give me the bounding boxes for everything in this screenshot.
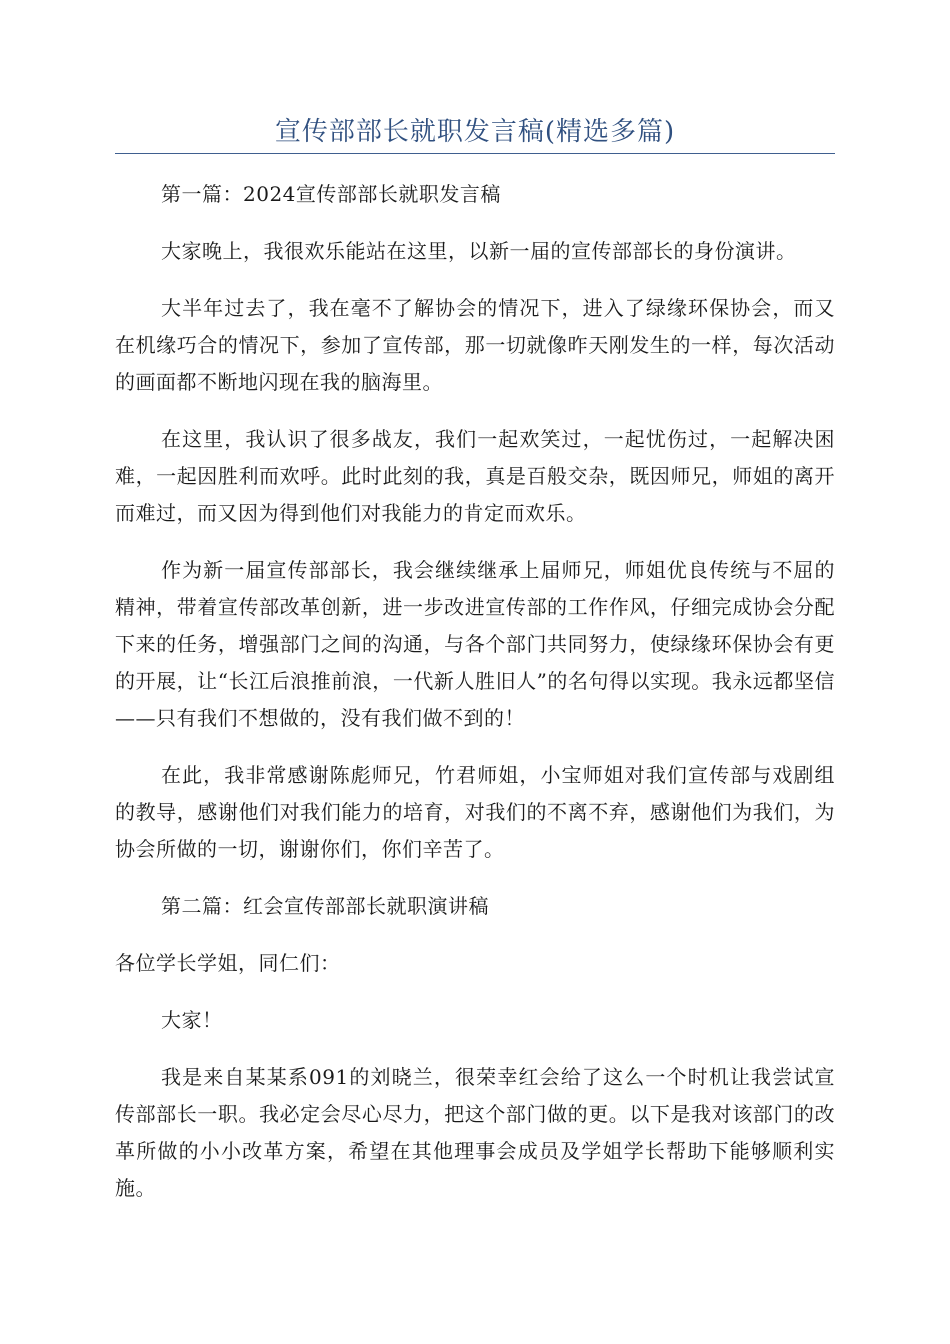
document-body [115,176,835,1227]
salutation: 各位学长学姐，同仁们： [115,951,341,975]
section-heading-2: 第二篇：红会宣传部部长就职演讲稿 [161,894,489,918]
paragraph: 大家晚上，我很欢乐能站在这里，以新一届的宣传部部长的身份演讲。 [161,239,797,263]
title-underline [115,153,835,154]
paragraph: 在此，我非常感谢陈彪师兄，竹君师姐，小宝师姐对我们宣传部与戏剧组的教导，感谢他们对我们能力的培育，对我们的不离不弃，感谢他们为我们，为协会所做的一切，谢谢你们，你们辛苦了。 [115,763,835,861]
greeting: 大家！ [161,1008,223,1032]
paragraph: 作为新一届宣传部部长，我会继续继承上届师兄，师姐优良传统与不屈的精神，带着宣传部改革创新，进一步改进宣传部的工作作风，仔细完成协会分配下来的任务，增强部门之间的沟通，与各个部门共同努力，使绿缘环保协会有更的开展，让“长江后浪推前浪，一代新人胜旧人”的名句得以实现。我永远都坚信——只有我们不想做的，没有我们做不到的！ [115,558,835,730]
document-title: 宣传部部长就职发言稿(精选多篇) [274,117,676,147]
paragraph: 我是来自某某系091的刘晓兰，很荣幸红会给了这么一个时机让我尝试宣传部部长一职。我必定会尽心尽力，把这个部门做的更。以下是我对该部门的改革所做的小小改革方案，希望在其他理事会成员及学姐学长帮助下能够顺利实施。 [115,1065,835,1200]
section-heading-1: 第一篇：2024宣传部部长就职发言稿 [161,182,501,206]
paragraph: 大半年过去了，我在毫不了解协会的情况下，进入了绿缘环保协会，而又在机缘巧合的情况下，参加了宣传部，那一切就像昨天刚发生的一样，每次活动的画面都不断地闪现在我的脑海里。 [115,296,835,394]
paragraph: 在这里，我认识了很多战友，我们一起欢笑过，一起忧伤过，一起解决困难，一起因胜利而欢呼。此时此刻的我，真是百般交杂，既因师兄，师姐的离开而难过，而又因为得到他们对我能力的肯定而欢乐。 [115,427,835,525]
